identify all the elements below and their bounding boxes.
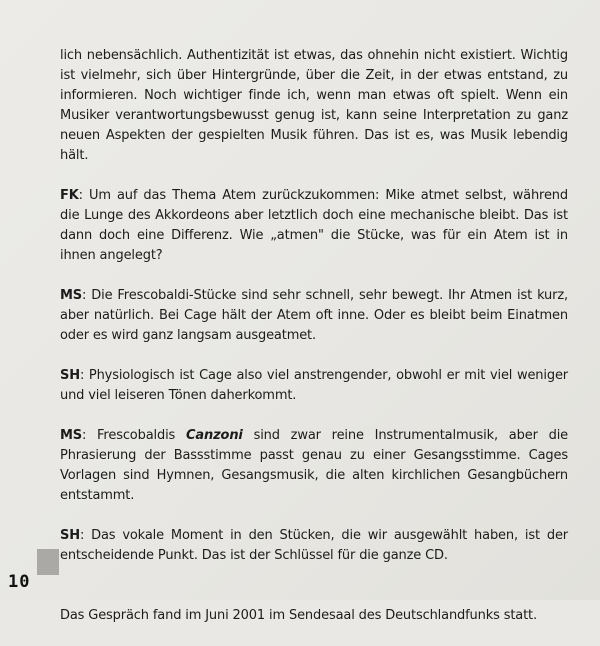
emphasized-title: Canzoni — [186, 428, 243, 443]
paragraph-fk — [60, 186, 568, 266]
page-marker-box — [37, 549, 59, 575]
paragraph-sh — [60, 526, 568, 566]
paragraph-text: : Um auf das Thema Atem zurückzukommen: Mike atmet selbst, während die Lunge des Akkordeons aber letztlich doch eine mechanische bleibt. Das ist dann doch eine Differenz. Wie „atmen" die Stücke, was für ein Atem ist in ihnen angelegt? — [60, 188, 568, 263]
closing-note: Das Gespräch fand im Juni 2001 im Sendesaal des Deutschlandfunks statt. — [60, 608, 537, 623]
paragraph-continuation — [60, 46, 568, 166]
paragraph-text: : Physiologisch ist Cage also viel anstrengender, obwohl er mit viel weniger und viel leiseren Tönen daherkommt. — [60, 368, 568, 403]
paragraph-sh — [60, 366, 568, 406]
speaker-label: MS — [60, 288, 82, 303]
paragraph-text: : Die Frescobaldi-Stücke sind sehr schnell, sehr bewegt. Ihr Atmen ist kurz, aber natürlich. Bei Cage hält der Atem oft inne. Oder es bleibt beim Einatmen oder es wird ganz langsam ausgeatmet. — [60, 288, 568, 343]
paragraph-text: : Frescobaldis — [82, 428, 187, 443]
speaker-label: MS — [60, 428, 82, 443]
paragraph-text: : Das vokale Moment in den Stücken, die wir ausgewählt haben, ist der entscheidende Punkt. Das ist der Schlüssel für die ganze CD. — [60, 528, 568, 563]
paragraph-text: sind zwar reine Instrumentalmusik, aber die Phrasierung der Bassstimme passt genau zu einer Gesangsstimme. Cages Vorlagen sind Hymnen, Gesangsmusik, die alten kirchlichen Gesangbüchern entstammt. — [60, 428, 569, 503]
speaker-label: SH — [60, 368, 80, 383]
speaker-label: FK — [60, 188, 79, 203]
paragraph-ms — [60, 426, 568, 506]
speaker-label: SH — [60, 528, 80, 543]
interview-text — [60, 46, 568, 646]
paragraph-text: lich nebensächlich. Authentizität ist etwas, das ohnehin nicht existiert. Wichtig ist vielmehr, sich über Hintergründe, über die Zeit, in der etwas entstand, zu informieren. Noch wichtiger finde ich, wenn man etwas oft spielt. Wenn ein Musiker verantwortungsbewusst genug ist, kann seine Interpretation zu ganz neuen Aspekten der gespielten Musik führen. Das ist es, was Musik lebendig hält. — [60, 48, 568, 163]
paragraph-ms — [60, 286, 568, 346]
page-number: 10 — [8, 572, 31, 592]
